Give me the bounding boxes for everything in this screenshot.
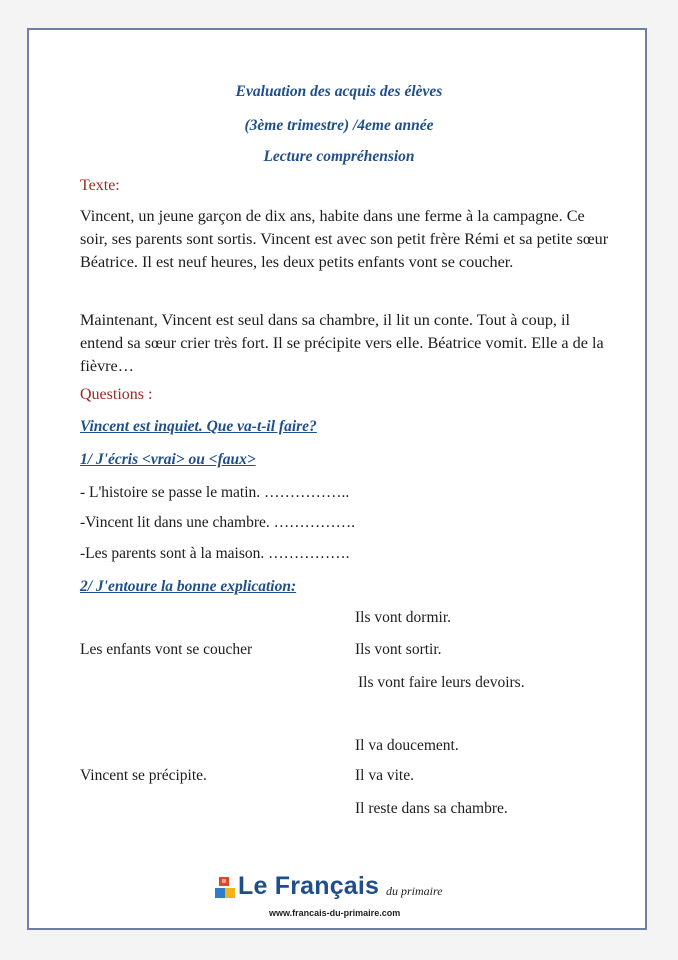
text-paragraph-1: Vincent, un jeune garçon de dix ans, habite dans une ferme à la campagne. Ce soir, ses parents sont sortis. Vincent est avec son petit frère Rémi et sa petite sœur Béatrice. Il est neuf heures, les deux petits enfants vont se coucher. bbox=[80, 207, 609, 271]
questions-label: Questions : bbox=[80, 386, 153, 403]
question-1-item: - L'histoire se passe le matin. …………….. bbox=[80, 484, 350, 501]
choice-phrase: Les enfants vont se coucher bbox=[80, 641, 253, 658]
header-title-line2: (3ème trimestre) /4eme année bbox=[244, 117, 434, 134]
footer-logo bbox=[214, 872, 464, 932]
header-title-line1: Evaluation des acquis des élèves bbox=[235, 83, 443, 100]
question-1-item: -Vincent lit dans une chambre. ……………. bbox=[80, 514, 355, 531]
text-paragraph-2: Maintenant, Vincent est seul dans sa chambre, il lit un conte. Tout à coup, il entend sa sœur crier très fort. Il se précipite vers elle. Béatrice vomit. Elle a de la fièvre… bbox=[80, 311, 604, 375]
toy-blocks-icon bbox=[214, 876, 236, 900]
logo-suffix: du primaire bbox=[386, 884, 443, 898]
question-1-item: -Les parents sont à la maison. ……………. bbox=[80, 545, 350, 562]
question-1-title: 1/ J'écris <vrai> ou <faux> bbox=[80, 451, 256, 468]
question-2-title: 2/ J'entoure la bonne explication: bbox=[80, 578, 297, 595]
choice-option[interactable]: Ils vont sortir. bbox=[355, 641, 442, 658]
questions-intro: Vincent est inquiet. Que va-t-il faire? bbox=[80, 418, 317, 435]
logo-text: Le Français bbox=[238, 872, 380, 900]
header-title-line3: Lecture compréhension bbox=[263, 148, 415, 165]
texte-label: Texte: bbox=[80, 177, 120, 194]
choice-option[interactable]: Il va doucement. bbox=[355, 737, 459, 754]
choice-option[interactable]: Il reste dans sa chambre. bbox=[355, 800, 508, 817]
website-url[interactable]: www.francais-du-primaire.com bbox=[269, 908, 401, 918]
choice-option[interactable]: Il va vite. bbox=[355, 767, 414, 784]
choice-option[interactable]: Ils vont dormir. bbox=[355, 609, 452, 626]
choice-option[interactable]: Ils vont faire leurs devoirs. bbox=[358, 674, 525, 691]
choice-phrase: Vincent se précipite. bbox=[80, 767, 207, 784]
